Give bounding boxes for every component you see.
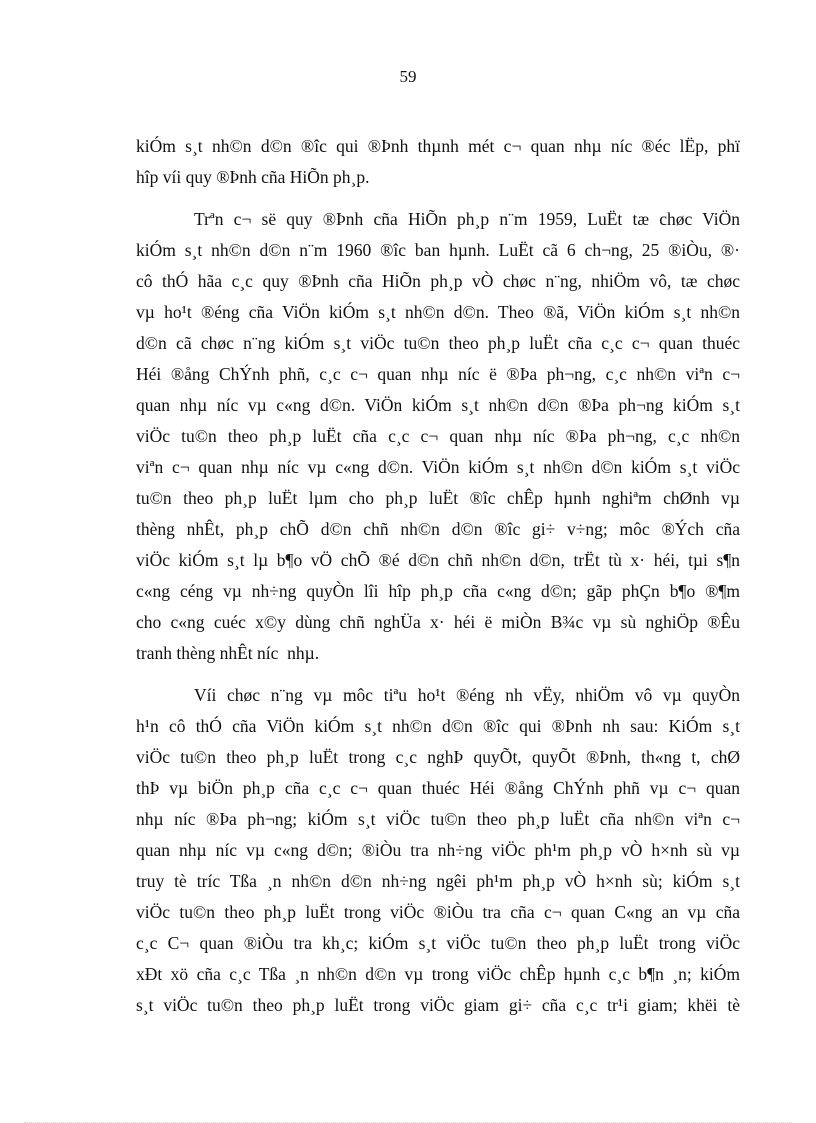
text-line: viÖc tu©n theo ph¸p luËt cña c¸c c¬ quan nhµ níc ®Þa ph¬ng, c¸c nh©n bbox=[136, 426, 740, 446]
page-number: 59 bbox=[399, 67, 417, 86]
paragraph-3 bbox=[136, 680, 740, 1021]
text-line: Víi chøc n¨ng vµ môc tiªu ho¹t ®éng nh vËy, nhiÖm vô vµ quyÒn bbox=[194, 685, 740, 705]
text-line: c«ng céng vµ nh÷ng quyÒn lîi hîp ph¸p cña c«ng d©n; gãp phÇn b¶o ®¶m bbox=[136, 581, 740, 601]
text-line: tu©n theo ph¸p luËt lµm cho ph¸p luËt ®îc chÊp hµnh nghiªm chØnh vµ bbox=[136, 488, 740, 508]
text-line: quan nhµ níc vµ c«ng d©n. ViÖn kiÓm s¸t nh©n d©n ®Þa ph¬ng kiÓm s¸t bbox=[136, 395, 740, 415]
text-line: c¸c C¬ quan ®iÒu tra kh¸c; kiÓm s¸t viÖc tu©n theo ph¸p luËt trong viÖc bbox=[136, 933, 740, 953]
text-line: viÖc tu©n theo ph¸p luËt trong c¸c nghÞ quyÕt, quyÕt ®Þnh, th«ng t, chØ bbox=[136, 747, 740, 767]
text-line: thÞ vµ biÖn ph¸p cña c¸c c¬ quan thuéc Héi ®ång ChÝnh phñ vµ c¬ quan bbox=[136, 778, 740, 798]
paragraph-1 bbox=[136, 131, 740, 193]
text-line: xÐt xö cña c¸c Tßa ¸n nh©n d©n vµ trong viÖc chÊp hµnh c¸c b¶n ¸n; kiÓm bbox=[136, 964, 740, 984]
text-line: Trªn c¬ së quy ®Þnh cña HiÕn ph¸p n¨m 1959, LuËt tæ chøc ViÖn bbox=[194, 209, 740, 229]
text-line: s¸t viÖc tu©n theo ph¸p luËt trong viÖc giam gi÷ cña c¸c tr¹i giam; khëi tè bbox=[136, 995, 740, 1015]
text-line: hîp víi quy ®Þnh cña HiÕn ph¸p. bbox=[136, 167, 370, 187]
text-line: tranh thèng nhÊt níc nhµ. bbox=[136, 643, 320, 663]
text-line: kiÓm s¸t nh©n d©n ®îc qui ®Þnh thµnh mét c¬ quan nhµ níc ®éc lËp, phï bbox=[136, 136, 740, 156]
paragraph-2 bbox=[136, 204, 740, 669]
body-text bbox=[136, 131, 740, 1032]
text-line: viªn c¬ quan nhµ níc vµ c«ng d©n. ViÖn kiÓm s¸t nh©n d©n kiÓm s¸t viÖc bbox=[136, 457, 740, 477]
text-line: kiÓm s¸t nh©n d©n n¨m 1960 ®îc ban hµnh. LuËt cã 6 ch¬ng, 25 ®iÒu, ®· bbox=[136, 240, 740, 260]
text-line: nhµ níc ®Þa ph¬ng; kiÓm s¸t viÖc tu©n theo ph¸p luËt cña nh©n viªn c¬ bbox=[136, 809, 740, 829]
text-line: quan nhµ níc vµ c«ng d©n; ®iÒu tra nh÷ng viÖc ph¹m ph¸p vÒ h×nh sù vµ bbox=[136, 840, 740, 860]
text-line: thèng nhÊt, ph¸p chÕ d©n chñ nh©n d©n ®îc gi÷ v÷ng; môc ®Ých cña bbox=[136, 519, 740, 539]
text-line: cho c«ng cuéc x©y dùng chñ nghÜa x· héi ë miÒn B¾c vµ sù nghiÖp ®Êu bbox=[136, 612, 740, 632]
text-line: h¹n cô thÓ cña ViÖn kiÓm s¸t nh©n d©n ®îc qui ®Þnh nh sau: KiÓm s¸t bbox=[136, 716, 740, 736]
text-line: viÖc kiÓm s¸t lµ b¶o vÖ chÕ ®é d©n chñ nh©n d©n, trËt tù x· héi, tµi s¶n bbox=[136, 550, 740, 570]
text-line: cô thÓ hãa c¸c quy ®Þnh cña HiÕn ph¸p vÒ chøc n¨ng, nhiÖm vô, tæ chøc bbox=[136, 271, 740, 291]
text-line: Héi ®ång ChÝnh phñ, c¸c c¬ quan nhµ níc ë ®Þa ph¬ng, c¸c nh©n viªn c¬ bbox=[136, 364, 740, 384]
text-line: d©n cã chøc n¨ng kiÓm s¸t viÖc tu©n theo ph¸p luËt cña c¸c c¬ quan thuéc bbox=[136, 333, 740, 353]
text-line: viÖc tu©n theo ph¸p luËt trong viÖc ®iÒu tra cña c¬ quan C«ng an vµ cña bbox=[136, 902, 740, 922]
text-line: vµ ho¹t ®éng cña ViÖn kiÓm s¸t nh©n d©n. Theo ®ã, ViÖn kiÓm s¸t nh©n bbox=[136, 302, 740, 322]
text-line: truy tè tríc Tßa ¸n nh©n d©n nh÷ng ngêi ph¹m ph¸p vÒ h×nh sù; kiÓm s¸t bbox=[136, 871, 740, 891]
